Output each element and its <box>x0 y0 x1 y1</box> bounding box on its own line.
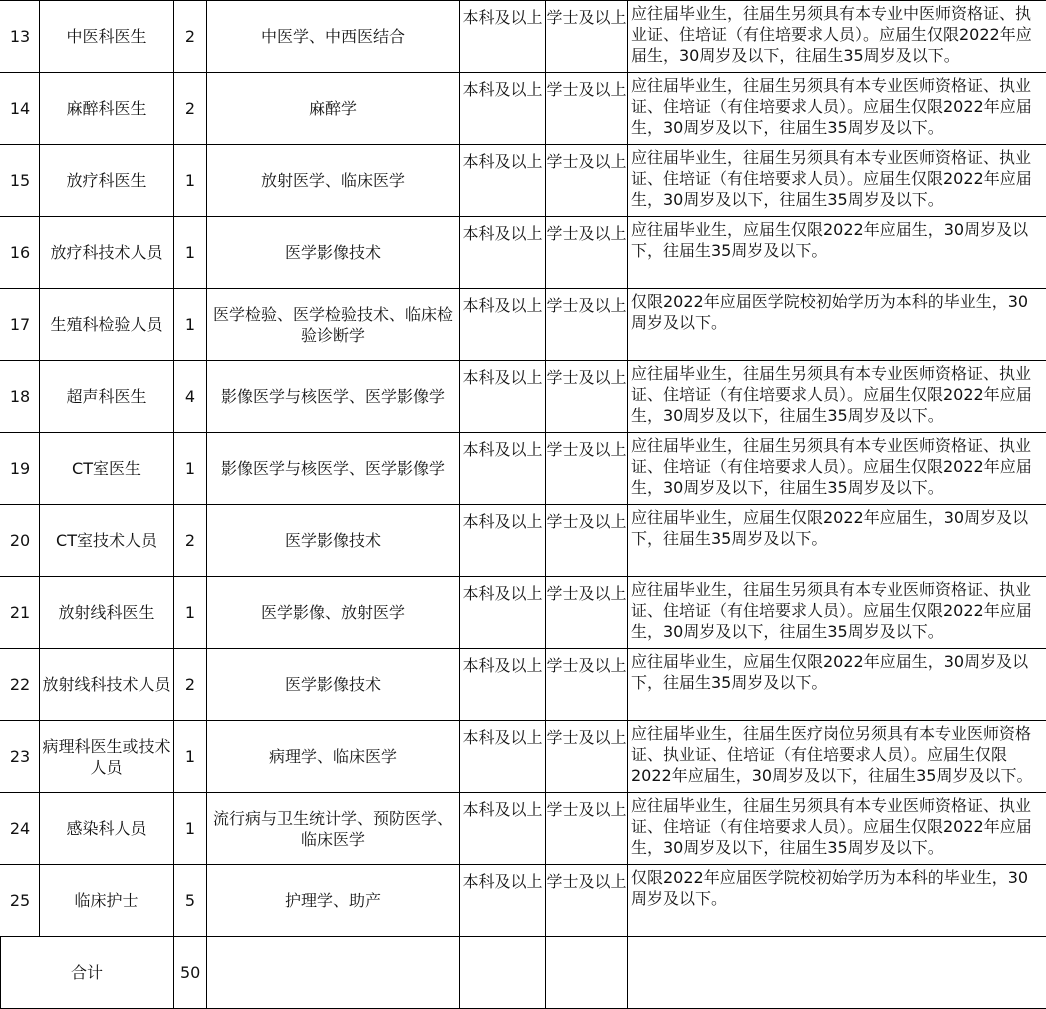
hire-count: 1 <box>174 577 207 649</box>
other-requirements: 应往届毕业生，往届生另须具有本专业医师资格证、执业证、住培证（有住培要求人员）。应届生仅限2022年应届生，30周岁及以下，往届生35周岁及以下。 <box>628 361 1046 433</box>
degree-requirement: 学士及以上 <box>546 1 628 73</box>
education-requirement: 本科及以上 <box>460 505 546 577</box>
other-requirements: 应往届毕业生，往届生另须具有本专业医师资格证、执业证、住培证（有住培要求人员）。应届生仅限2022年应届生，30周岁及以下，往届生35周岁及以下。 <box>628 793 1046 865</box>
major-requirement: 麻醉学 <box>207 73 460 145</box>
post-name: 病理科医生或技术人员 <box>40 721 174 793</box>
post-name: 中医科医生 <box>40 1 174 73</box>
row-number: 25 <box>1 865 40 937</box>
table-row <box>1 865 1046 937</box>
other-requirements: 仅限2022年应届医学院校初始学历为本科的毕业生，30周岁及以下。 <box>628 289 1046 361</box>
education-requirement: 本科及以上 <box>460 73 546 145</box>
hire-count: 2 <box>174 1 207 73</box>
degree-requirement: 学士及以上 <box>546 577 628 649</box>
table-row <box>1 649 1046 721</box>
empty-cell <box>207 937 460 1009</box>
table-row <box>1 505 1046 577</box>
major-requirement: 医学影像技术 <box>207 217 460 289</box>
total-row <box>1 937 1046 1009</box>
education-requirement: 本科及以上 <box>460 865 546 937</box>
education-requirement: 本科及以上 <box>460 721 546 793</box>
post-name: 放射线科技术人员 <box>40 649 174 721</box>
empty-cell <box>628 937 1046 1009</box>
row-number: 13 <box>1 1 40 73</box>
other-requirements: 应往届毕业生，应届生仅限2022年应届生，30周岁及以下，往届生35周岁及以下。 <box>628 649 1046 721</box>
hire-count: 1 <box>174 145 207 217</box>
post-name: CT室医生 <box>40 433 174 505</box>
row-number: 21 <box>1 577 40 649</box>
degree-requirement: 学士及以上 <box>546 865 628 937</box>
table-row <box>1 145 1046 217</box>
row-number: 20 <box>1 505 40 577</box>
post-name: 麻醉科医生 <box>40 73 174 145</box>
row-number: 24 <box>1 793 40 865</box>
hire-count: 2 <box>174 649 207 721</box>
hire-count: 5 <box>174 865 207 937</box>
major-requirement: 病理学、临床医学 <box>207 721 460 793</box>
empty-cell <box>460 937 546 1009</box>
other-requirements: 应往届毕业生，往届生另须具有本专业中医师资格证、执业证、住培证（有住培要求人员）。应届生仅限2022年应届生，30周岁及以下，往届生35周岁及以下。 <box>628 1 1046 73</box>
other-requirements: 应往届毕业生，往届生另须具有本专业医师资格证、执业证、住培证（有住培要求人员）。应届生仅限2022年应届生，30周岁及以下，往届生35周岁及以下。 <box>628 145 1046 217</box>
hire-count: 1 <box>174 433 207 505</box>
table-body <box>1 1 1046 1009</box>
hire-count: 2 <box>174 505 207 577</box>
education-requirement: 本科及以上 <box>460 289 546 361</box>
post-name: 超声科医生 <box>40 361 174 433</box>
major-requirement: 放射医学、临床医学 <box>207 145 460 217</box>
row-number: 16 <box>1 217 40 289</box>
table-row <box>1 73 1046 145</box>
education-requirement: 本科及以上 <box>460 1 546 73</box>
major-requirement: 护理学、助产 <box>207 865 460 937</box>
degree-requirement: 学士及以上 <box>546 649 628 721</box>
post-name: 放疗科技术人员 <box>40 217 174 289</box>
education-requirement: 本科及以上 <box>460 577 546 649</box>
row-number: 17 <box>1 289 40 361</box>
post-name: 放疗科医生 <box>40 145 174 217</box>
row-number: 15 <box>1 145 40 217</box>
degree-requirement: 学士及以上 <box>546 721 628 793</box>
major-requirement: 流行病与卫生统计学、预防医学、临床医学 <box>207 793 460 865</box>
major-requirement: 医学影像技术 <box>207 649 460 721</box>
degree-requirement: 学士及以上 <box>546 145 628 217</box>
table-row <box>1 217 1046 289</box>
other-requirements: 应往届毕业生，应届生仅限2022年应届生，30周岁及以下，往届生35周岁及以下。 <box>628 505 1046 577</box>
degree-requirement: 学士及以上 <box>546 361 628 433</box>
post-name: 临床护士 <box>40 865 174 937</box>
education-requirement: 本科及以上 <box>460 145 546 217</box>
degree-requirement: 学士及以上 <box>546 289 628 361</box>
education-requirement: 本科及以上 <box>460 433 546 505</box>
hire-count: 1 <box>174 793 207 865</box>
major-requirement: 医学影像技术 <box>207 505 460 577</box>
post-name: 生殖科检验人员 <box>40 289 174 361</box>
total-label: 合计 <box>1 937 174 1009</box>
hire-count: 2 <box>174 73 207 145</box>
table-row <box>1 793 1046 865</box>
education-requirement: 本科及以上 <box>460 793 546 865</box>
other-requirements: 应往届毕业生，往届生另须具有本专业医师资格证、执业证、住培证（有住培要求人员）。应届生仅限2022年应届生，30周岁及以下，往届生35周岁及以下。 <box>628 433 1046 505</box>
major-requirement: 医学影像、放射医学 <box>207 577 460 649</box>
major-requirement: 中医学、中西医结合 <box>207 1 460 73</box>
post-name: 感染科人员 <box>40 793 174 865</box>
table-row <box>1 721 1046 793</box>
major-requirement: 影像医学与核医学、医学影像学 <box>207 433 460 505</box>
row-number: 14 <box>1 73 40 145</box>
other-requirements: 应往届毕业生，往届生另须具有本专业医师资格证、执业证、住培证（有住培要求人员）。应届生仅限2022年应届生，30周岁及以下，往届生35周岁及以下。 <box>628 73 1046 145</box>
row-number: 22 <box>1 649 40 721</box>
hire-count: 1 <box>174 217 207 289</box>
education-requirement: 本科及以上 <box>460 361 546 433</box>
degree-requirement: 学士及以上 <box>546 433 628 505</box>
education-requirement: 本科及以上 <box>460 649 546 721</box>
hire-count: 1 <box>174 721 207 793</box>
other-requirements: 应往届毕业生，应届生仅限2022年应届生，30周岁及以下，往届生35周岁及以下。 <box>628 217 1046 289</box>
table-row <box>1 289 1046 361</box>
post-name: CT室技术人员 <box>40 505 174 577</box>
hire-count: 4 <box>174 361 207 433</box>
table-row <box>1 433 1046 505</box>
other-requirements: 应往届毕业生，往届生医疗岗位另须具有本专业医师资格证、执业证、住培证（有住培要求人员）。应届生仅限2022年应届生，30周岁及以下，往届生35周岁及以下。 <box>628 721 1046 793</box>
row-number: 18 <box>1 361 40 433</box>
degree-requirement: 学士及以上 <box>546 217 628 289</box>
other-requirements: 应往届毕业生，往届生另须具有本专业医师资格证、执业证、住培证（有住培要求人员）。应届生仅限2022年应届生，30周岁及以下，往届生35周岁及以下。 <box>628 577 1046 649</box>
table-row <box>1 577 1046 649</box>
table-row <box>1 361 1046 433</box>
major-requirement: 医学检验、医学检验技术、临床检验诊断学 <box>207 289 460 361</box>
post-name: 放射线科医生 <box>40 577 174 649</box>
degree-requirement: 学士及以上 <box>546 793 628 865</box>
education-requirement: 本科及以上 <box>460 217 546 289</box>
degree-requirement: 学士及以上 <box>546 505 628 577</box>
table-row <box>1 1 1046 73</box>
major-requirement: 影像医学与核医学、医学影像学 <box>207 361 460 433</box>
row-number: 19 <box>1 433 40 505</box>
other-requirements: 仅限2022年应届医学院校初始学历为本科的毕业生，30周岁及以下。 <box>628 865 1046 937</box>
total-count: 50 <box>174 937 207 1009</box>
hire-count: 1 <box>174 289 207 361</box>
empty-cell <box>546 937 628 1009</box>
row-number: 23 <box>1 721 40 793</box>
degree-requirement: 学士及以上 <box>546 73 628 145</box>
